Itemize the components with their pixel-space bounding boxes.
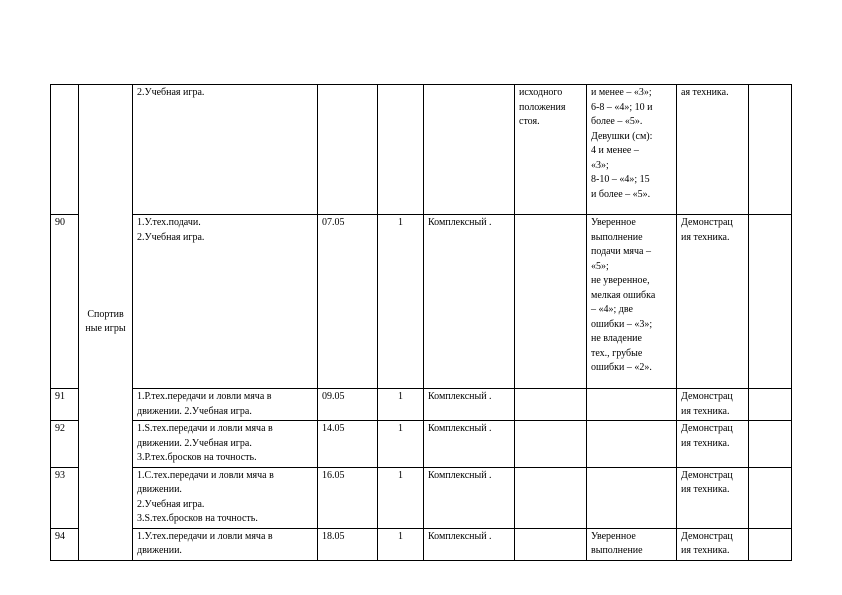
- lesson-type: Комплексный .: [424, 528, 515, 560]
- criteria-line: тех., грубые: [591, 347, 643, 359]
- row-number: [51, 85, 79, 215]
- lesson-content: [133, 421, 318, 468]
- method-line: Демонстрац: [681, 469, 733, 481]
- table-row: [51, 85, 792, 215]
- criteria-line: мелкая ошибка: [591, 289, 656, 301]
- sport-label-line: Спортив: [87, 308, 124, 320]
- criteria-line: – «4»; две: [591, 304, 633, 315]
- lesson-extra: [749, 421, 792, 468]
- lesson-criteria: [587, 215, 677, 389]
- criteria-line: более – «5».: [591, 116, 643, 127]
- criteria-line: Девушки (см):: [591, 130, 653, 142]
- row-number: 94: [51, 528, 79, 560]
- method-line: ия техника.: [681, 484, 730, 495]
- table-row: [51, 421, 792, 468]
- row-number: 93: [51, 467, 79, 528]
- lesson-type: [424, 85, 515, 215]
- sport-section-cell: [79, 85, 133, 561]
- criteria-line: и более – «5».: [591, 188, 651, 200]
- method-line: ия техника.: [681, 545, 730, 556]
- lesson-hours: 1: [378, 421, 424, 468]
- method-line: Демонстрац: [681, 423, 733, 434]
- content-line: 2.Учебная игра.: [137, 87, 205, 98]
- lesson-content: [133, 85, 318, 215]
- criteria-line: «5»;: [591, 260, 609, 272]
- lesson-criteria: [587, 467, 677, 528]
- method-line: Демонстрац: [681, 391, 733, 402]
- lesson-method: [677, 215, 749, 389]
- content-line: 1.У.тех.передачи и ловли мяча в: [137, 530, 273, 542]
- criteria-line: 8-10 – «4»; 15: [591, 174, 650, 185]
- method-line: Демонстрац: [681, 530, 733, 542]
- lesson-type: Комплексный .: [424, 467, 515, 528]
- method-line: ая техника.: [681, 87, 729, 98]
- content-line: движении. 2.Учебная игра.: [137, 405, 252, 417]
- content-line: движении.: [137, 484, 182, 495]
- lesson-method: [677, 389, 749, 421]
- row-number: 91: [51, 389, 79, 421]
- lesson-date: 18.05: [318, 528, 378, 560]
- lesson-content: [133, 215, 318, 389]
- criteria-line: 6-8 – «4»; 10 и: [591, 101, 653, 113]
- row-number: 92: [51, 421, 79, 468]
- lesson-type: Комплексный .: [424, 389, 515, 421]
- control-line: исходного: [519, 87, 563, 98]
- method-line: ия техника.: [681, 405, 730, 417]
- lesson-control: [515, 528, 587, 560]
- lesson-content: [133, 467, 318, 528]
- criteria-line: не владение: [591, 333, 642, 344]
- lesson-control: [515, 389, 587, 421]
- lesson-method: [677, 467, 749, 528]
- method-line: ия техника.: [681, 437, 730, 449]
- criteria-line: не уверенное,: [591, 275, 650, 286]
- table-row: [51, 528, 792, 560]
- criteria-line: подачи мяча –: [591, 246, 651, 257]
- method-line: ия техника.: [681, 231, 730, 243]
- lesson-hours: 1: [378, 528, 424, 560]
- criteria-line: «3»;: [591, 159, 609, 171]
- content-line: движении.: [137, 545, 182, 556]
- content-line: 3.Р.тех.бросков на точность.: [137, 452, 257, 463]
- table-row: [51, 389, 792, 421]
- lesson-criteria: [587, 528, 677, 560]
- lesson-date: 07.05: [318, 215, 378, 389]
- lesson-control: [515, 421, 587, 468]
- lesson-control: [515, 215, 587, 389]
- lesson-method: [677, 421, 749, 468]
- lesson-type: Комплексный .: [424, 421, 515, 468]
- criteria-line: Уверенное: [591, 217, 636, 228]
- lesson-criteria: [587, 85, 677, 215]
- lesson-criteria: [587, 421, 677, 468]
- lesson-content: [133, 389, 318, 421]
- criteria-line: выполнение: [591, 545, 643, 556]
- lesson-extra: [749, 85, 792, 215]
- content-line: 1.У.тех.подачи.: [137, 217, 201, 228]
- criteria-line: Уверенное: [591, 530, 636, 542]
- criteria-line: ошибки – «3»;: [591, 318, 653, 330]
- lesson-extra: [749, 467, 792, 528]
- table-row: [51, 215, 792, 389]
- lesson-date: 14.05: [318, 421, 378, 468]
- content-line: 2.Учебная игра.: [137, 498, 205, 510]
- lesson-hours: [378, 85, 424, 215]
- criteria-line: выполнение: [591, 231, 643, 243]
- criteria-line: ошибки – «2».: [591, 362, 652, 373]
- lesson-plan-table: [50, 84, 792, 561]
- content-line: 1.С.тех.передачи и ловли мяча в: [137, 469, 274, 481]
- lesson-date: [318, 85, 378, 215]
- table-row: [51, 467, 792, 528]
- lesson-type: Комплексный .: [424, 215, 515, 389]
- content-line: 1.Р.тех.передачи и ловли мяча в: [137, 391, 272, 402]
- lesson-control: [515, 85, 587, 215]
- content-line: 1.S.тех.передачи и ловли мяча в: [137, 423, 273, 434]
- lesson-method: [677, 85, 749, 215]
- row-number: 90: [51, 215, 79, 389]
- lesson-hours: 1: [378, 389, 424, 421]
- criteria-line: и менее – «3»;: [591, 87, 652, 98]
- criteria-line: 4 и менее –: [591, 145, 639, 156]
- lesson-criteria: [587, 389, 677, 421]
- lesson-hours: 1: [378, 215, 424, 389]
- lesson-extra: [749, 389, 792, 421]
- lesson-content: [133, 528, 318, 560]
- lesson-method: [677, 528, 749, 560]
- table-body: [51, 85, 792, 561]
- content-line: 2.Учебная игра.: [137, 231, 205, 243]
- sport-label-line: ные игры: [85, 323, 126, 335]
- lesson-hours: 1: [378, 467, 424, 528]
- lesson-date: 09.05: [318, 389, 378, 421]
- content-line: 3.S.тех.бросков на точность.: [137, 513, 258, 524]
- method-line: Демонстрац: [681, 217, 733, 228]
- lesson-date: 16.05: [318, 467, 378, 528]
- lesson-extra: [749, 215, 792, 389]
- control-line: стоя.: [519, 116, 540, 127]
- control-line: положения: [519, 101, 566, 113]
- lesson-control: [515, 467, 587, 528]
- content-line: движении. 2.Учебная игра.: [137, 437, 252, 449]
- lesson-extra: [749, 528, 792, 560]
